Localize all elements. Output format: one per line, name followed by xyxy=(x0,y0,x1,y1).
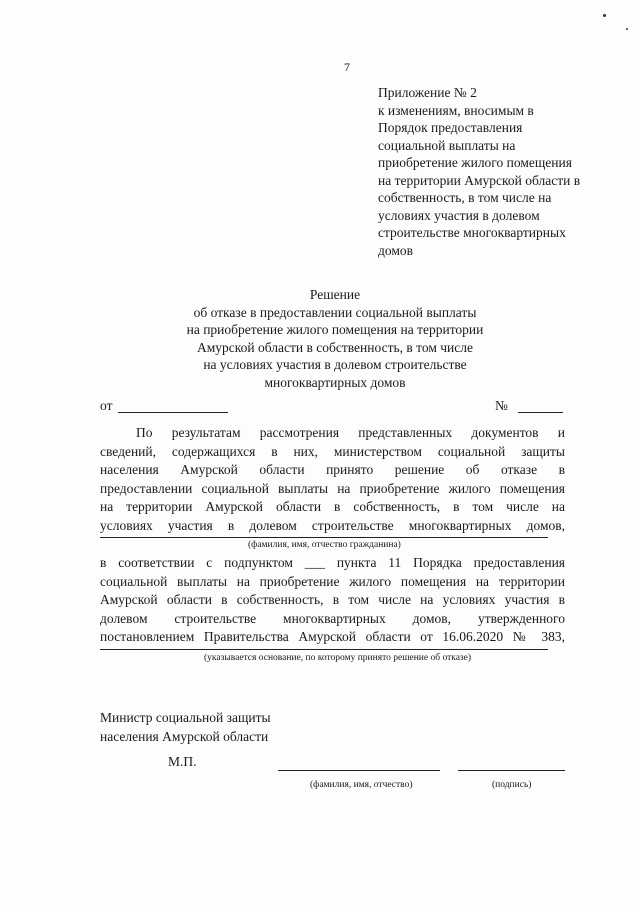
paragraph-line: в соответствии с подпунктом ___ пункта 11 Порядка предоставления xyxy=(100,555,565,570)
decision-heading xyxy=(100,286,570,391)
appendix-line: собственность, в том числе на xyxy=(378,190,552,205)
signer-title: Министр социальной защиты xyxy=(100,710,271,725)
number-field-line[interactable] xyxy=(518,412,563,413)
decision-subtitle-line: об отказе в предоставлении социальной выплаты xyxy=(193,304,477,320)
signer-name-caption: (фамилия, имя, отчество) xyxy=(310,780,413,790)
decision-subtitle-line: Амурской области в собственность, в том числе xyxy=(197,339,473,355)
date-field-line[interactable] xyxy=(118,412,228,413)
scan-speck xyxy=(626,28,628,30)
paragraph-1 xyxy=(100,424,565,535)
appendix-header xyxy=(378,84,598,259)
stamp-label: М.П. xyxy=(168,754,197,769)
paragraph-line: Амурской области в собственность, в том числе на условиях участия в xyxy=(100,592,565,607)
paragraph-line: постановлением Правительства Амурской области от 16.06.2020 № 383, xyxy=(100,629,565,644)
date-number-row xyxy=(100,398,565,418)
signer-block xyxy=(100,708,271,746)
refusal-basis-line[interactable] xyxy=(100,649,548,650)
appendix-line: к изменениям, вносимым в xyxy=(378,102,534,118)
paragraph-line: социальной выплаты на приобретение жилого помещения на территории xyxy=(100,573,565,589)
paragraph-line: По результатам рассмотрения представленных документов и xyxy=(136,425,565,440)
appendix-line: домов xyxy=(378,242,414,258)
date-label: от xyxy=(100,398,113,413)
refusal-basis-caption: (указывается основание, по которому принято решение об отказе) xyxy=(204,653,472,663)
appendix-line: условиях участия в долевом xyxy=(378,207,540,223)
citizen-name-line[interactable] xyxy=(100,537,548,538)
signature-caption: (подпись) xyxy=(492,780,532,790)
paragraph-2 xyxy=(100,554,565,647)
page-number: 7 xyxy=(344,60,350,74)
appendix-line: на территории Амурской области в xyxy=(378,172,581,188)
appendix-line: социальной выплаты на xyxy=(378,137,516,153)
appendix-line: Приложение № 2 xyxy=(378,85,477,100)
citizen-name-caption: (фамилия, имя, отчество гражданина) xyxy=(248,540,401,550)
number-label: № xyxy=(495,398,508,413)
paragraph-line: сведений, содержащихся в них, министерством социальной защиты xyxy=(100,443,565,459)
paragraph-line: на территории Амурской области в собственность, в том числе на xyxy=(100,499,565,514)
signer-name-line[interactable] xyxy=(278,770,440,771)
appendix-line: приобретение жилого помещения xyxy=(378,155,572,170)
paragraph-line: условиях участия в долевом строительстве многоквартирных домов, xyxy=(100,517,565,533)
signature-line[interactable] xyxy=(458,770,565,771)
appendix-line: строительстве многоквартирных xyxy=(378,225,566,240)
decision-title: Решение xyxy=(309,287,361,302)
scan-speck xyxy=(603,14,606,17)
signer-title: населения Амурской области xyxy=(100,729,269,744)
paragraph-line: долевом строительстве многоквартирных домов, утвержденного xyxy=(100,610,565,626)
decision-subtitle-line: на приобретение жилого помещения на территории xyxy=(186,322,484,337)
decision-subtitle-line: многоквартирных домов xyxy=(264,374,406,390)
paragraph-line: предоставлении социальной выплаты на приобретение жилого помещения xyxy=(100,480,565,496)
appendix-line: Порядок предоставления xyxy=(378,120,523,135)
paragraph-line: населения Амурской области принято решение об отказе в xyxy=(100,462,565,477)
decision-subtitle-line: на условиях участия в долевом строительстве xyxy=(203,357,467,372)
